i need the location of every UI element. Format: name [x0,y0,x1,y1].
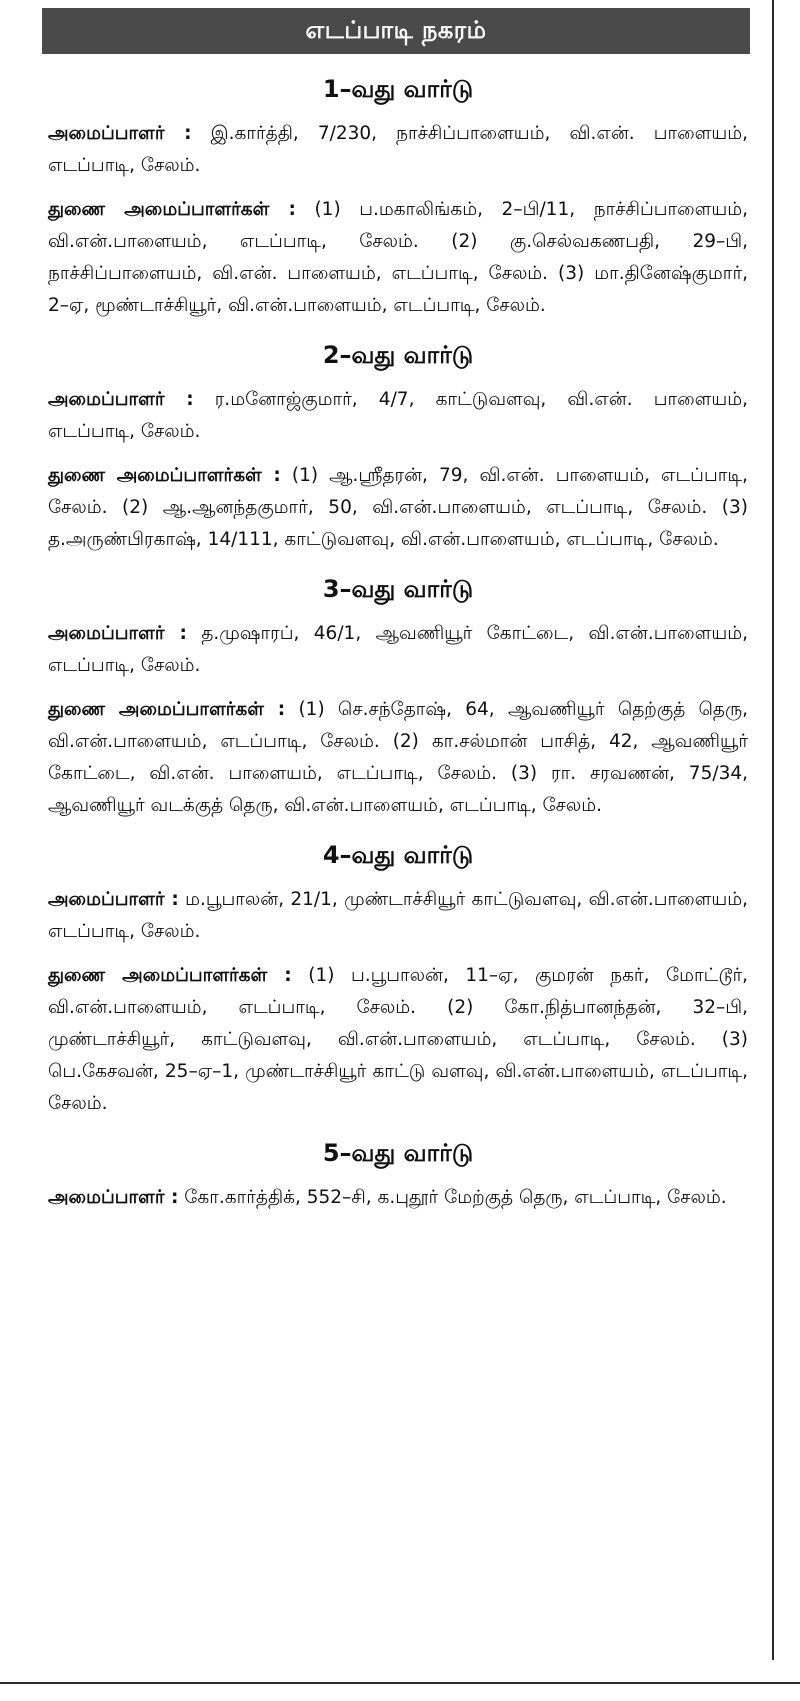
column-divider [772,0,774,1660]
ward-4-organizer [48,884,748,948]
ward-1-section [48,72,748,322]
ward-4-deputies [48,960,748,1120]
organizer-details: கோ.கார்த்திக், 552–சி, க.புதூர் மேற்குத் தெரு, எடப்பாடி, சேலம். [184,1187,727,1208]
organizer-details: ர.மனோஜ்குமார், 4/7, காட்டுவளவு, வி.என். பாளையம், எடப்பாடி, சேலம். [48,389,749,442]
ward-2-title: 2–வது வார்டு [322,341,474,369]
ward-2-section [48,338,748,556]
deputies-details: (1) ஆ.ஸ்ரீதரன், 79, வி.என். பாளையம், எடப்பாடி, சேலம். (2) ஆ.ஆனந்தகுமார், 50, வி.என்.பாளையம், எடப்பாடி, சேலம். (3) த.அருண்பிரகாஷ், 14/111, காட்டுவளவு, வி.என்.பாளையம், எடப்பாடி, சேலம். [48,465,748,550]
page-title: எடப்பாடி நகரம் [305,15,487,44]
ward-1-organizer [48,118,748,182]
organizer-label: அமைப்பாளர் : [48,123,192,144]
wards-list [48,66,748,1230]
deputies-label: துணை அமைப்பாளர்கள் : [48,199,296,220]
page-title-banner [42,8,750,54]
organizer-label: அமைப்பாளர் : [48,389,194,410]
ward-5-organizer [48,1182,748,1214]
organizer-label: அமைப்பாளர் : [48,1187,179,1208]
organizer-details: ம.பூபாலன், 21/1, முண்டாச்சியூர் காட்டுவளவு, வி.என்.பாளையம், எடப்பாடி, சேலம். [48,889,749,942]
organizer-label: அமைப்பாளர் : [48,889,179,910]
organizer-details: த.முஷாரப், 46/1, ஆவணியூர் கோட்டை, வி.என்.பாளையம், எடப்பாடி, சேலம். [48,623,748,676]
ward-1-title: 1–வது வார்டு [322,75,474,103]
deputies-label: துணை அமைப்பாளர்கள் : [48,965,292,986]
ward-5-section [48,1136,748,1214]
deputies-details: (1) ப.மகாலிங்கம், 2–பி/11, நாச்சிப்பாளையம், வி.என்.பாளையம், எடப்பாடி, சேலம். (2) கு.செல்வகணபதி, 29–பி, நாச்சிப்பாளையம், வி.என். பாளையம், எடப்பாடி, சேலம். (3) மா.தினேஷ்குமார், 2–ஏ, மூண்டாச்சியூர், வி.என்.பாளையம், எடப்பாடி, சேலம். [48,199,748,316]
ward-3-section [48,572,748,822]
ward-1-deputies [48,194,748,322]
deputies-details: (1) செ.சந்தோஷ், 64, ஆவணியூர் தெற்குத் தெரு, வி.என்.பாளையம், எடப்பாடி, சேலம். (2) கா.சல்மான் பாசித், 42, ஆவணியூர் கோட்டை, வி.என். பாளையம், எடப்பாடி, சேலம். (3) ரா. சரவணன், 75/34, ஆவணியூர் வடக்குத் தெரு, வி.என்.பாளையம், எடப்பாடி, சேலம். [48,699,748,816]
ward-4-title: 4–வது வார்டு [322,841,474,869]
organizer-details: இ.கார்த்தி, 7/230, நாச்சிப்பாளையம், வி.என். பாளையம், எடப்பாடி, சேலம். [48,123,748,176]
ward-4-section [48,838,748,1120]
ward-2-organizer [48,384,748,448]
deputies-label: துணை அமைப்பாளர்கள் : [48,699,286,720]
ward-5-title: 5–வது வார்டு [322,1139,474,1167]
ward-3-title: 3–வது வார்டு [322,575,474,603]
ward-3-organizer [48,618,748,682]
deputies-details: (1) ப.பூபாலன், 11–ஏ, குமரன் நகர், மோட்டூர், வி.என்.பாளையம், எடப்பாடி, சேலம். (2) கோ.நித்பானந்தன், 32–பி, முண்டாச்சியூர், காட்டுவளவு, வி.என்.பாளையம், எடப்பாடி, சேலம். (3) பெ.கேசவன், 25–ஏ–1, முண்டாச்சியூர் காட்டு வளவு, வி.என்.பாளையம், எடப்பாடி, சேலம். [48,965,748,1114]
ward-2-deputies [48,460,748,556]
organizer-label: அமைப்பாளர் : [48,623,187,644]
ward-3-deputies [48,694,748,822]
deputies-label: துணை அமைப்பாளர்கள் : [48,465,281,486]
bottom-divider [0,1682,800,1684]
